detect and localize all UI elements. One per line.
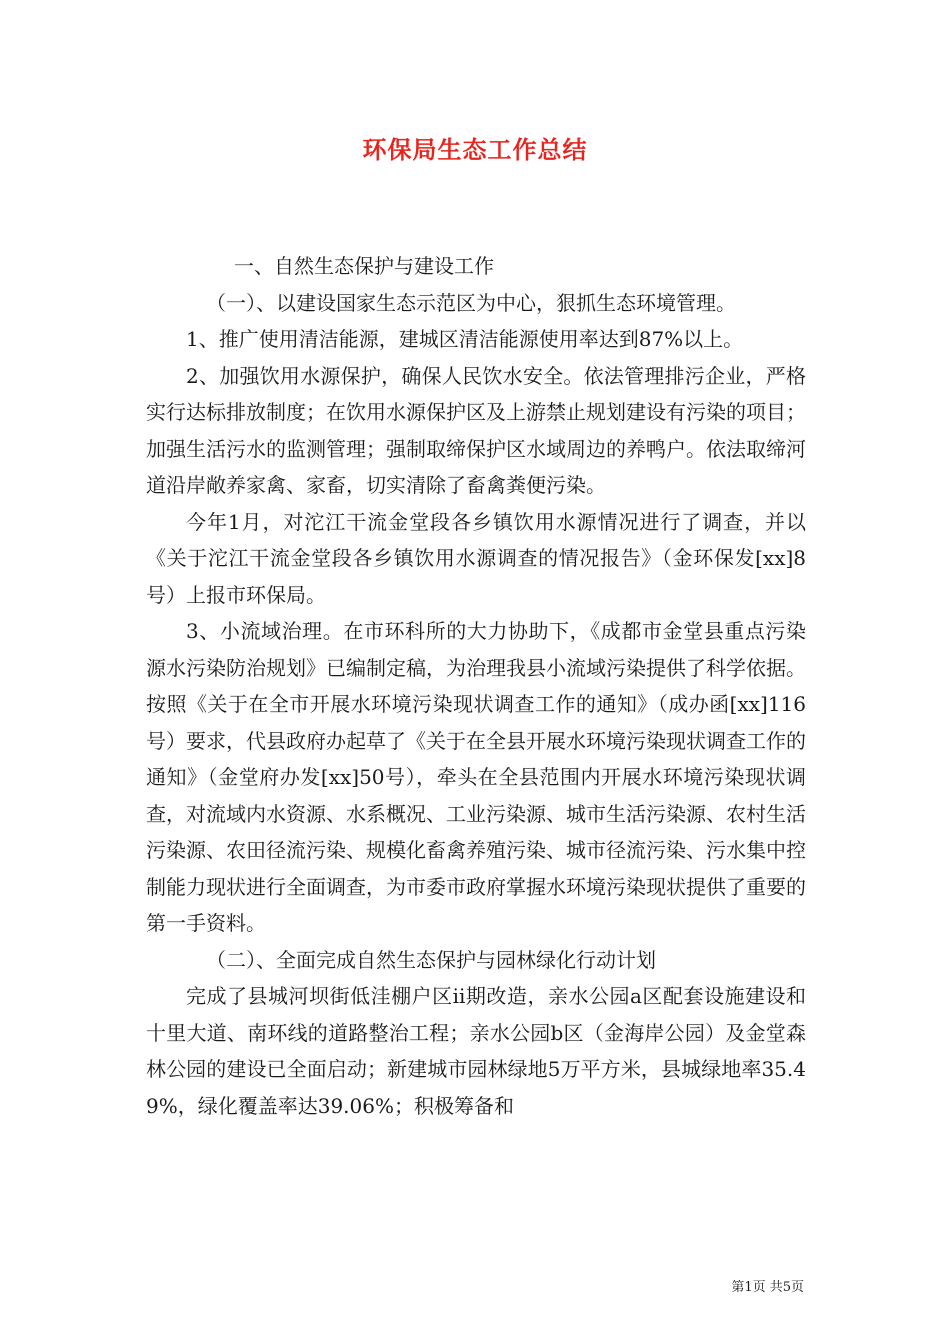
document-body — [146, 248, 806, 1124]
subsection-heading: （一）、以建设国家生态示范区为中心，狠抓生态环境管理。 — [206, 290, 736, 315]
section-heading: 一、自然生态保护与建设工作 — [234, 254, 494, 278]
document-title: 环保局生态工作总结 — [362, 135, 588, 164]
paragraph: 完成了县城河坝街低洼棚户区ii期改造，亲水公园a区配套设施建设和十里大道、南环线的道路整治工程；亲水公园b区（金海岸公园）及金堂森林公园的建设已全面启动；新建城市园林绿地5万平方米，县城绿地率35.49%，绿化覆盖率达39.06%；积极筹备和 — [146, 984, 806, 1118]
paragraph: 2、加强饮用水源保护，确保人民饮水安全。依法管理排污企业，严格实行达标排放制度；在饮用水源保护区及上游禁止规划建设有污染的项目；加强生活污水的监测管理；强制取缔保护区水域周边的养鸭户。依法取缔河道沿岸敞养家禽、家畜，切实清除了畜禽粪便污染。 — [146, 363, 806, 497]
subsection-heading: （二）、全面完成自然生态保护与园林绿化行动计划 — [206, 947, 656, 972]
paragraph: 今年1月，对沱江干流金堂段各乡镇饮用水源情况进行了调查，并以《关于沱江干流金堂段各乡镇饮用水源调查的情况报告》（金环保发[xx]8号）上报市环保局。 — [146, 509, 806, 607]
page-number-footer: 第1页 共5页 — [731, 1280, 804, 1295]
paragraph: 3、小流域治理。在市环科所的大力协助下，《成都市金堂县重点污染源水污染防治规划》已编制定稿，为治理我县小流域污染提供了科学依据。按照《关于在全市开展水环境污染现状调查工作的通知》（成办函[xx]116号）要求，代县政府办起草了《关于在全县开展水环境污染现状调查工作的通知》（金堂府办发[xx]50号），牵头在全县范围内开展水环境污染现状调查，对流域内水资源、水系概况、工业污染源、城市生活污染源、农村生活污染源、农田径流污染、规模化畜禽养殖污染、城市径流污染、污水集中控制能力现状进行全面调查，为市委市政府掌握水环境污染现状提供了重要的第一手资料。 — [146, 619, 806, 935]
paragraph: 1、推广使用清洁能源，建城区清洁能源使用率达到87%以上。 — [186, 327, 744, 351]
